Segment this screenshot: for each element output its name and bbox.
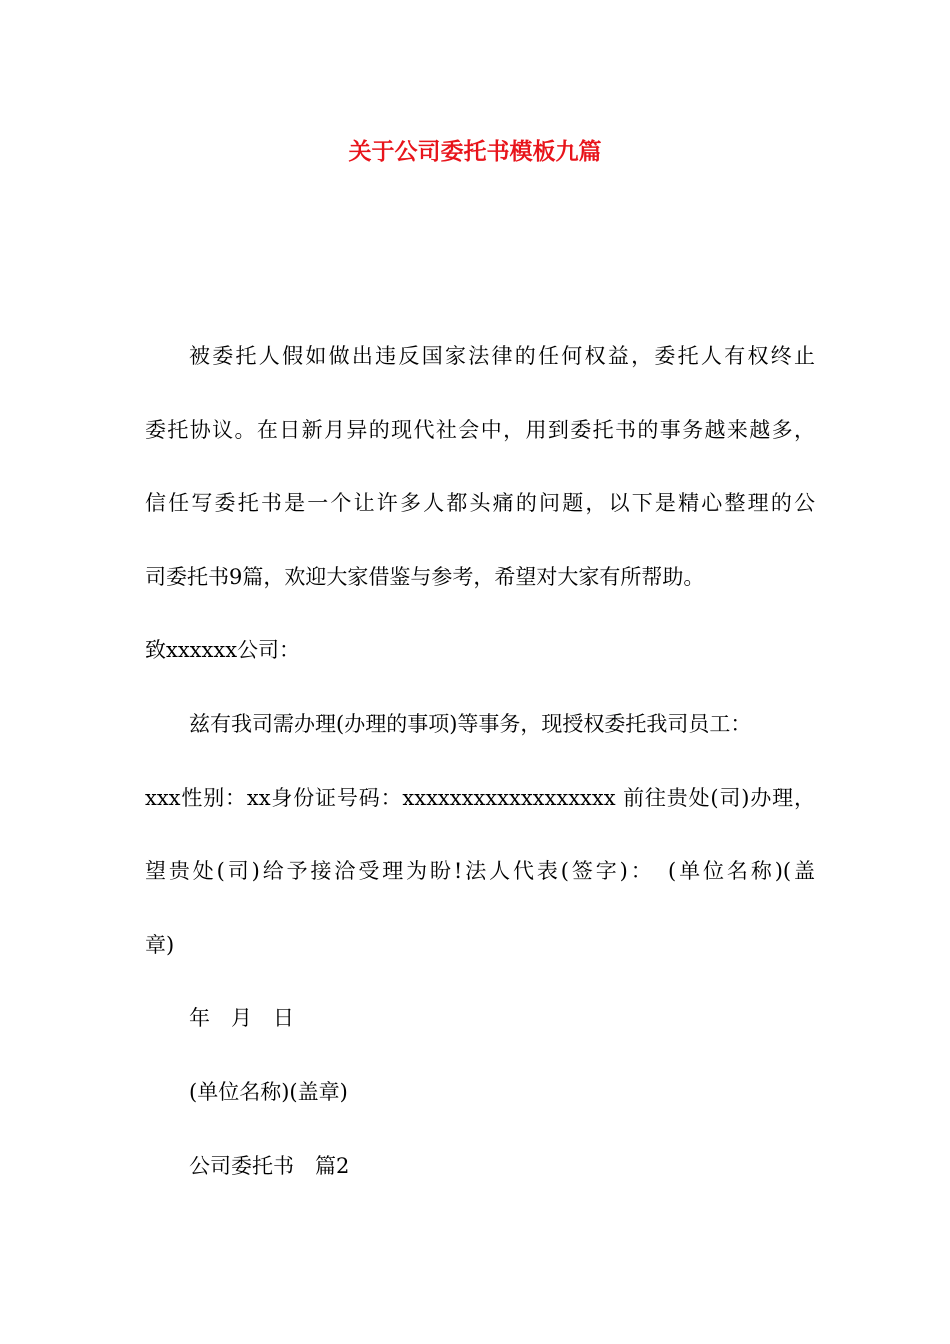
intro-line-4: 司委托书9篇，欢迎大家借鉴与参考，希望对大家有所帮助。 [145, 564, 705, 589]
intro-paragraph [145, 320, 815, 614]
next-section-heading [145, 1130, 815, 1204]
salutation-text: 致xxxxxx公司： [145, 638, 301, 663]
intro-line-1: 被委托人假如做出违反国家法律的任何权益，委托人有权终止 [189, 344, 815, 368]
salutation [145, 614, 815, 688]
date-line [145, 982, 815, 1056]
next-section-text: 公司委托书 篇2 [189, 1153, 350, 1178]
intro-line-2: 委托协议。在日新月异的现代社会中，用到委托书的事务越来越多， [145, 417, 815, 442]
document-body [145, 320, 815, 1203]
authorization-line-1: 兹有我司需办理(办理的事项)等事务，现授权委托我司员工： [189, 711, 752, 736]
authorization-paragraph [145, 688, 815, 982]
unit-stamp-text: (单位名称)(盖章) [189, 1079, 348, 1104]
authorization-line-2: xxx性别：xx身份证号码：xxxxxxxxxxxxxxxxxx 前往贵处(司)办理， [145, 785, 815, 810]
document-title: 关于公司委托书模板九篇 [348, 139, 602, 165]
intro-line-3: 信任写委托书是一个让许多人都头痛的问题，以下是精心整理的公 [145, 491, 815, 516]
date-text: 年 月 日 [189, 1006, 294, 1031]
authorization-line-4: 章) [145, 932, 175, 957]
authorization-line-3: 望贵处(司)给予接洽受理为盼!法人代表(签字)： (单位名称)(盖 [145, 859, 815, 884]
unit-stamp-line [145, 1056, 815, 1130]
